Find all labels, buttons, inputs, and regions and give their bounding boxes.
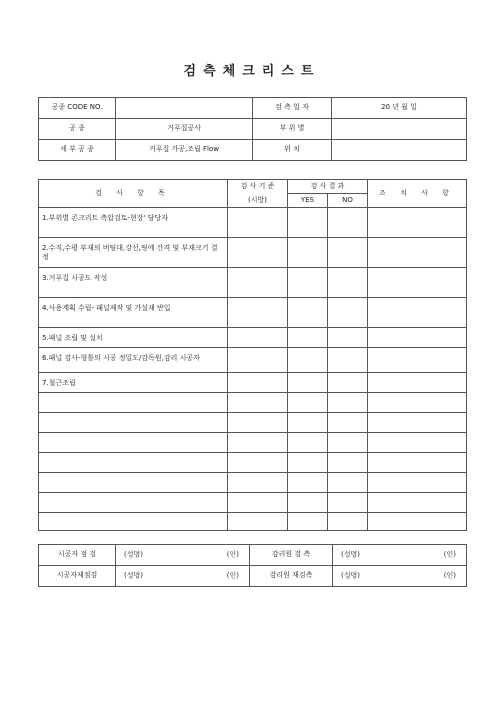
signature-row xyxy=(39,545,467,566)
inspection-item-cell xyxy=(39,493,228,513)
action-cell[interactable] xyxy=(368,208,467,238)
supervisor-inspection-signature[interactable] xyxy=(333,545,467,566)
table-row xyxy=(39,393,467,413)
no-cell[interactable] xyxy=(328,348,368,373)
detail-work-value[interactable]: 거푸집 가공,조립 Flow xyxy=(116,140,253,161)
work-code-label: 공종 CODE NO. xyxy=(39,98,116,119)
signature-row xyxy=(39,566,467,587)
inspection-item-cell xyxy=(39,433,228,453)
table-row xyxy=(39,298,467,328)
header-inspection-standard: 검 사 기 준 xyxy=(228,180,288,194)
yes-cell[interactable] xyxy=(288,513,328,531)
no-cell[interactable] xyxy=(328,298,368,328)
inspection-item-cell: 6.패널 검사-형틀의 시공 정밀도/감독원,감리 시공자 xyxy=(39,348,228,373)
action-cell[interactable] xyxy=(368,348,467,373)
signer-name-placeholder: (성명) xyxy=(341,550,360,559)
no-cell[interactable] xyxy=(328,238,368,268)
inspection-item-cell xyxy=(39,453,228,473)
table-row xyxy=(39,373,467,393)
standard-cell[interactable] xyxy=(228,493,288,513)
standard-cell[interactable] xyxy=(228,328,288,348)
yes-cell[interactable] xyxy=(288,473,328,493)
table-row xyxy=(39,268,467,298)
action-cell[interactable] xyxy=(368,393,467,413)
header-yes: YES xyxy=(288,194,328,208)
table-row xyxy=(39,493,467,513)
table-row xyxy=(39,473,467,493)
contractor-material-check-label: 시공자재점검 xyxy=(39,566,116,587)
standard-cell[interactable] xyxy=(228,298,288,328)
signature-table xyxy=(38,544,467,587)
table-row xyxy=(39,413,467,433)
yes-cell[interactable] xyxy=(288,393,328,413)
table-row xyxy=(39,238,467,268)
action-cell[interactable] xyxy=(368,433,467,453)
standard-cell[interactable] xyxy=(228,268,288,298)
page-title: 검측체크리스트 xyxy=(183,64,321,79)
no-cell[interactable] xyxy=(328,513,368,531)
inspection-item-cell: 4.사용계획 수립- 패널제작 및 가설재 반입 xyxy=(39,298,228,328)
checklist-table xyxy=(38,179,467,531)
supervisor-reinspection-label: 감리원 재검측 xyxy=(250,566,333,587)
header-inspection-item: 검 사 항 목 xyxy=(39,180,228,208)
inspection-item-cell xyxy=(39,413,228,433)
no-cell[interactable] xyxy=(328,453,368,473)
action-cell[interactable] xyxy=(368,238,467,268)
supervisor-inspection-label: 감리원 검 측 xyxy=(250,545,333,566)
action-cell[interactable] xyxy=(368,453,467,473)
signer-name-placeholder: (성명) xyxy=(341,571,360,580)
location-value[interactable] xyxy=(332,140,467,161)
seal-placeholder: (인) xyxy=(226,571,239,580)
standard-cell[interactable] xyxy=(228,393,288,413)
standard-cell[interactable] xyxy=(228,473,288,493)
no-cell[interactable] xyxy=(328,268,368,298)
standard-cell[interactable] xyxy=(228,453,288,473)
no-cell[interactable] xyxy=(328,373,368,393)
header-row xyxy=(39,98,467,119)
yes-cell[interactable] xyxy=(288,238,328,268)
inspection-item-cell: 1.부위별 콘크리트 측압검토-현장' 담당자 xyxy=(39,208,228,238)
yes-cell[interactable] xyxy=(288,493,328,513)
detail-work-label: 세 부 공 종 xyxy=(39,140,116,161)
no-cell[interactable] xyxy=(328,433,368,453)
yes-cell[interactable] xyxy=(288,298,328,328)
inspection-item-cell xyxy=(39,473,228,493)
seal-placeholder: (인) xyxy=(443,550,456,559)
action-cell[interactable] xyxy=(368,493,467,513)
contractor-check-label: 시공자 점 검 xyxy=(39,545,116,566)
seal-placeholder: (인) xyxy=(443,571,456,580)
table-row xyxy=(39,348,467,373)
supervisor-reinspection-signature[interactable] xyxy=(333,566,467,587)
work-code-value[interactable] xyxy=(116,98,253,119)
no-cell[interactable] xyxy=(328,393,368,413)
action-cell[interactable] xyxy=(368,413,467,433)
action-cell[interactable] xyxy=(368,473,467,493)
action-cell[interactable] xyxy=(368,298,467,328)
standard-cell[interactable] xyxy=(228,513,288,531)
no-cell[interactable] xyxy=(328,208,368,238)
no-cell[interactable] xyxy=(328,413,368,433)
header-action: 조 치 사 항 xyxy=(368,180,467,208)
header-info-table xyxy=(38,97,467,161)
no-cell[interactable] xyxy=(328,493,368,513)
checklist-header-row xyxy=(39,180,467,194)
inspection-item-cell: 5.패널 조립 및 설치 xyxy=(39,328,228,348)
yes-cell[interactable] xyxy=(288,268,328,298)
contractor-material-check-signature[interactable] xyxy=(116,566,250,587)
inspection-item-cell xyxy=(39,393,228,413)
standard-cell[interactable] xyxy=(228,238,288,268)
seal-placeholder: (인) xyxy=(226,550,239,559)
inspection-item-cell: 7.철근조립 xyxy=(39,373,228,393)
standard-cell[interactable] xyxy=(228,373,288,393)
standard-cell[interactable] xyxy=(228,413,288,433)
inspection-item-cell xyxy=(39,513,228,531)
header-no: NO xyxy=(328,194,368,208)
action-cell[interactable] xyxy=(368,373,467,393)
yes-cell[interactable] xyxy=(288,328,328,348)
table-row xyxy=(39,513,467,531)
work-type-value[interactable]: 거푸집공사 xyxy=(116,119,253,140)
work-type-label: 공 종 xyxy=(39,119,116,140)
header-inspection-result: 검 사 결 과 xyxy=(288,180,368,194)
standard-cell[interactable] xyxy=(228,208,288,238)
table-row xyxy=(39,453,467,473)
action-cell[interactable] xyxy=(368,268,467,298)
standard-cell[interactable] xyxy=(228,433,288,453)
yes-cell[interactable] xyxy=(288,433,328,453)
signer-name-placeholder: (성명) xyxy=(124,550,143,559)
table-row xyxy=(39,208,467,238)
location-label: 위 치 xyxy=(253,140,332,161)
header-standard-sub: (시방) xyxy=(228,194,288,208)
header-row xyxy=(39,140,467,161)
inspection-date-label: 검 측 일 자 xyxy=(253,98,332,119)
yes-cell[interactable] xyxy=(288,373,328,393)
inspection-item-cell: 2.수직,수평 부재의 버팀대,강선,띵에 간격 및 부재크기 결정 xyxy=(39,238,228,268)
contractor-check-signature[interactable] xyxy=(116,545,250,566)
yes-cell[interactable] xyxy=(288,348,328,373)
yes-cell[interactable] xyxy=(288,208,328,238)
part-label: 부 위 별 xyxy=(253,119,332,140)
yes-cell[interactable] xyxy=(288,453,328,473)
table-row xyxy=(39,433,467,453)
part-value[interactable] xyxy=(332,119,467,140)
action-cell[interactable] xyxy=(368,328,467,348)
table-row xyxy=(39,328,467,348)
inspection-date-value[interactable]: 20 년 월 일 xyxy=(332,98,467,119)
signer-name-placeholder: (성명) xyxy=(124,571,143,580)
header-row xyxy=(39,119,467,140)
yes-cell[interactable] xyxy=(288,413,328,433)
standard-cell[interactable] xyxy=(228,348,288,373)
inspection-item-cell: 3.거푸집 시공도 작성 xyxy=(39,268,228,298)
action-cell[interactable] xyxy=(368,513,467,531)
no-cell[interactable] xyxy=(328,473,368,493)
no-cell[interactable] xyxy=(328,328,368,348)
